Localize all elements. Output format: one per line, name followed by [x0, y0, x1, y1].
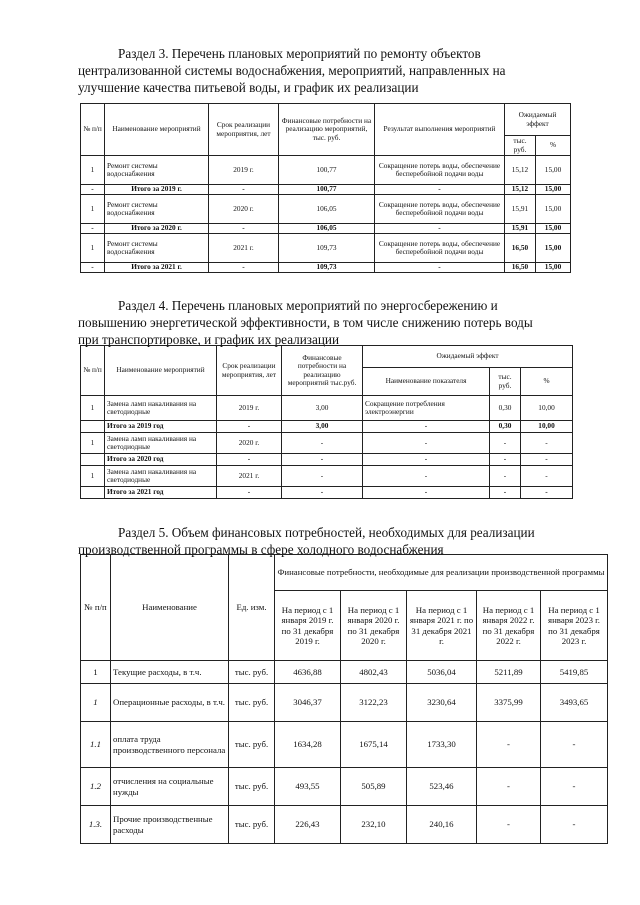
- cell-name: Текущие расходы, в т.ч.: [111, 661, 229, 684]
- section4-heading-line: при транспортировке, и график их реализации: [78, 332, 340, 347]
- col-name-header: Наименование мероприятий: [105, 346, 217, 396]
- cell-rub: 15,91: [505, 195, 536, 224]
- cell-num: 1: [81, 396, 105, 421]
- cell-name: Итого за 2021 год: [105, 487, 217, 499]
- cell-value: 505,89: [341, 768, 407, 806]
- cell-pct: 15,00: [536, 185, 571, 195]
- cell-value: 226,43: [275, 806, 341, 844]
- cell-name: Итого за 2019 год: [105, 421, 217, 433]
- cell-value: -: [541, 768, 608, 806]
- cell-value: 240,16: [407, 806, 477, 844]
- cell-value: 1675,14: [341, 722, 407, 768]
- cell-value: 4636,88: [275, 661, 341, 684]
- table-row-total: [81, 263, 571, 273]
- cell-value: 5419,85: [541, 661, 608, 684]
- table-row: [81, 466, 573, 487]
- cell-rub: -: [490, 433, 521, 454]
- cell-value: 523,46: [407, 768, 477, 806]
- cell-pct: 10,00: [521, 396, 573, 421]
- cell-value: 4802,43: [341, 661, 407, 684]
- cell-rub: -: [490, 454, 521, 466]
- cell-value: 3122,23: [341, 684, 407, 722]
- cell-term: -: [217, 454, 282, 466]
- cell-result: -: [375, 185, 505, 195]
- col-name-header: Наименование: [111, 555, 229, 661]
- cell-term: 2020 г.: [217, 433, 282, 454]
- section5-heading-line: Раздел 5. Объем финансовых потребностей, необходимых для реализации: [118, 525, 535, 540]
- table-row-total: [81, 421, 573, 433]
- cell-term: -: [209, 224, 279, 234]
- cell-num: 1.2: [81, 768, 111, 806]
- col-unit-header: Ед. изм.: [229, 555, 275, 661]
- col-indicator-header: Наименование показателя: [363, 368, 490, 396]
- cell-value: 1733,30: [407, 722, 477, 768]
- cell-name: Ремонт системы водоснабжения: [105, 156, 209, 185]
- cell-finance: 3,00: [282, 396, 363, 421]
- cell-num: [81, 421, 105, 433]
- col-period-header: На период с 1 января 2019 г. по 31 декабря 2019 г.: [275, 591, 341, 661]
- cell-unit: тыс. руб.: [229, 684, 275, 722]
- cell-rub: 15,91: [505, 224, 536, 234]
- cell-name: Итого за 2019 г.: [105, 185, 209, 195]
- cell-rub: 0,30: [490, 421, 521, 433]
- cell-value: 3046,37: [275, 684, 341, 722]
- cell-pct: -: [521, 454, 573, 466]
- cell-pct: -: [521, 466, 573, 487]
- col-effect-header: Ожидаемый эффект: [363, 346, 573, 368]
- cell-unit: тыс. руб.: [229, 806, 275, 844]
- cell-pct: 15,00: [536, 234, 571, 263]
- section3-heading-line: улучшение качества питьевой воды, и график их реализации: [78, 80, 419, 95]
- section3-heading: [78, 45, 570, 96]
- cell-pct: -: [521, 487, 573, 499]
- col-effect-rub-header: тыс. руб.: [505, 136, 536, 156]
- cell-rub: -: [490, 487, 521, 499]
- cell-term: 2019 г.: [217, 396, 282, 421]
- cell-value: 5211,89: [477, 661, 541, 684]
- cell-term: 2020 г.: [209, 195, 279, 224]
- table-row: [81, 433, 573, 454]
- cell-num: -: [81, 263, 105, 273]
- col-num-header: № п/п: [81, 555, 111, 661]
- cell-indicator: -: [363, 433, 490, 454]
- table-row: [81, 396, 573, 421]
- cell-num: 1.1: [81, 722, 111, 768]
- cell-result: -: [375, 224, 505, 234]
- cell-num: 1.3.: [81, 806, 111, 844]
- col-num-header: № п/п: [81, 104, 105, 156]
- cell-finance: 106,05: [279, 224, 375, 234]
- table-row: [81, 806, 608, 844]
- cell-pct: 15,00: [536, 195, 571, 224]
- cell-indicator: -: [363, 487, 490, 499]
- section4-heading-line: Раздел 4. Перечень плановых мероприятий по энергосбережению и: [118, 298, 498, 313]
- table-row: [81, 195, 571, 224]
- cell-term: 2021 г.: [209, 234, 279, 263]
- cell-finance: 100,77: [279, 156, 375, 185]
- col-period-header: На период с 1 января 2020 г. по 31 декабря 2020 г.: [341, 591, 407, 661]
- section3-heading-line: Раздел 3. Перечень плановых мероприятий по ремонту объектов: [118, 46, 481, 61]
- table-row-total: [81, 185, 571, 195]
- cell-result: Сокращение потерь воды, обеспечение бесперебойной подачи воды: [375, 156, 505, 185]
- col-effect-pct-header: %: [536, 136, 571, 156]
- cell-finance: 109,73: [279, 263, 375, 273]
- table-row-total: [81, 454, 573, 466]
- table-row-total: [81, 487, 573, 499]
- cell-name: отчисления на социальные нужды: [111, 768, 229, 806]
- section5-table: [80, 554, 608, 844]
- cell-value: 493,55: [275, 768, 341, 806]
- cell-name: Операционные расходы, в т.ч.: [111, 684, 229, 722]
- cell-num: 1: [81, 684, 111, 722]
- cell-indicator: -: [363, 454, 490, 466]
- cell-finance: 109,73: [279, 234, 375, 263]
- cell-term: 2019 г.: [209, 156, 279, 185]
- section5-heading: [78, 524, 570, 558]
- col-num-header: № п/п: [81, 346, 105, 396]
- cell-rub: 0,30: [490, 396, 521, 421]
- cell-finance: 3,00: [282, 421, 363, 433]
- col-result-header: Результат выполнения мероприятий: [375, 104, 505, 156]
- cell-value: 3230,64: [407, 684, 477, 722]
- col-period-header: На период с 1 января 2022 г. по 31 декабря 2022 г.: [477, 591, 541, 661]
- cell-value: -: [541, 722, 608, 768]
- cell-unit: тыс. руб.: [229, 661, 275, 684]
- col-finance-header: Финансовые потребности на реализацию мероприятий тыс.руб.: [282, 346, 363, 396]
- section4-heading-line: повышению энергетической эффективности, в том числе снижению потерь воды: [78, 315, 533, 330]
- cell-rub: 16,50: [505, 263, 536, 273]
- cell-result: Сокращение потерь воды, обеспечение бесперебойной подачи воды: [375, 195, 505, 224]
- section5-heading-line: производственной программы в сфере холодного водоснабжения: [78, 542, 444, 557]
- table-row: [81, 722, 608, 768]
- col-effect-rub-header: тыс. руб.: [490, 368, 521, 396]
- cell-pct: 15,00: [536, 224, 571, 234]
- cell-pct: 10,00: [521, 421, 573, 433]
- col-period-header: На период с 1 января 2023 г. по 31 декабря 2023 г.: [541, 591, 608, 661]
- cell-name: Прочие производственные расходы: [111, 806, 229, 844]
- cell-rub: -: [490, 466, 521, 487]
- cell-rub: 15,12: [505, 156, 536, 185]
- cell-rub: 16,50: [505, 234, 536, 263]
- cell-term: -: [217, 421, 282, 433]
- col-effect-header: Ожидаемый эффект: [505, 104, 571, 136]
- cell-name: оплата труда производственного персонала: [111, 722, 229, 768]
- section3-table: [80, 103, 571, 273]
- cell-value: 1634,28: [275, 722, 341, 768]
- cell-num: 1: [81, 156, 105, 185]
- cell-finance: 106,05: [279, 195, 375, 224]
- cell-finance: 100,77: [279, 185, 375, 195]
- cell-num: 1: [81, 234, 105, 263]
- cell-indicator: Сокращение потребления электроэнергии: [363, 396, 490, 421]
- col-term-header: Срок реализации мероприятия, лет: [209, 104, 279, 156]
- cell-name: Итого за 2020 год: [105, 454, 217, 466]
- cell-num: 1: [81, 466, 105, 487]
- cell-num: -: [81, 185, 105, 195]
- cell-result: Сокращение потерь воды, обеспечение бесперебойной подачи воды: [375, 234, 505, 263]
- cell-finance: -: [282, 454, 363, 466]
- col-period-header: На период с 1 января 2021 г. по 31 декабря 2021 г.: [407, 591, 477, 661]
- table-row: [81, 156, 571, 185]
- cell-finance: -: [282, 487, 363, 499]
- col-name-header: Наименование мероприятий: [105, 104, 209, 156]
- section3-heading-line: централизованной системы водоснабжения, мероприятий, направленных на: [78, 63, 506, 78]
- cell-name: Замена ламп накаливания на светодиодные: [105, 433, 217, 454]
- cell-value: 3493,65: [541, 684, 608, 722]
- cell-finance: -: [282, 466, 363, 487]
- cell-term: -: [217, 487, 282, 499]
- cell-num: [81, 487, 105, 499]
- table-row-total: [81, 224, 571, 234]
- cell-value: -: [541, 806, 608, 844]
- cell-num: 1: [81, 433, 105, 454]
- cell-name: Итого за 2021 г.: [105, 263, 209, 273]
- table-row: [81, 684, 608, 722]
- cell-pct: -: [521, 433, 573, 454]
- cell-unit: тыс. руб.: [229, 768, 275, 806]
- table-row: [81, 661, 608, 684]
- cell-name: Замена ламп накаливания на светодиодные: [105, 396, 217, 421]
- cell-unit: тыс. руб.: [229, 722, 275, 768]
- col-group-header: Финансовые потребности, необходимые для реализации производственной программы: [275, 555, 608, 591]
- cell-rub: 15,12: [505, 185, 536, 195]
- cell-value: -: [477, 768, 541, 806]
- cell-indicator: -: [363, 421, 490, 433]
- cell-name: Итого за 2020 г.: [105, 224, 209, 234]
- cell-num: [81, 454, 105, 466]
- cell-name: Замена ламп накаливания на светодиодные: [105, 466, 217, 487]
- cell-term: -: [209, 185, 279, 195]
- cell-pct: 15,00: [536, 156, 571, 185]
- cell-pct: 15,00: [536, 263, 571, 273]
- col-finance-header: Финансовые потребности на реализацию мероприятий, тыс. руб.: [279, 104, 375, 156]
- cell-name: Ремонт системы водоснабжения: [105, 234, 209, 263]
- cell-value: -: [477, 722, 541, 768]
- section4-table: [80, 345, 573, 499]
- col-term-header: Срок реализации мероприятия, лет: [217, 346, 282, 396]
- cell-value: 5036,04: [407, 661, 477, 684]
- cell-value: 232,10: [341, 806, 407, 844]
- cell-name: Ремонт системы водоснабжения: [105, 195, 209, 224]
- cell-value: 3375,99: [477, 684, 541, 722]
- cell-num: -: [81, 224, 105, 234]
- cell-term: -: [209, 263, 279, 273]
- table-row: [81, 768, 608, 806]
- cell-finance: -: [282, 433, 363, 454]
- cell-result: -: [375, 263, 505, 273]
- cell-num: 1: [81, 661, 111, 684]
- cell-term: 2021 г.: [217, 466, 282, 487]
- cell-num: 1: [81, 195, 105, 224]
- section4-heading: [78, 297, 570, 348]
- cell-indicator: -: [363, 466, 490, 487]
- cell-value: -: [477, 806, 541, 844]
- table-row: [81, 234, 571, 263]
- col-effect-pct-header: %: [521, 368, 573, 396]
